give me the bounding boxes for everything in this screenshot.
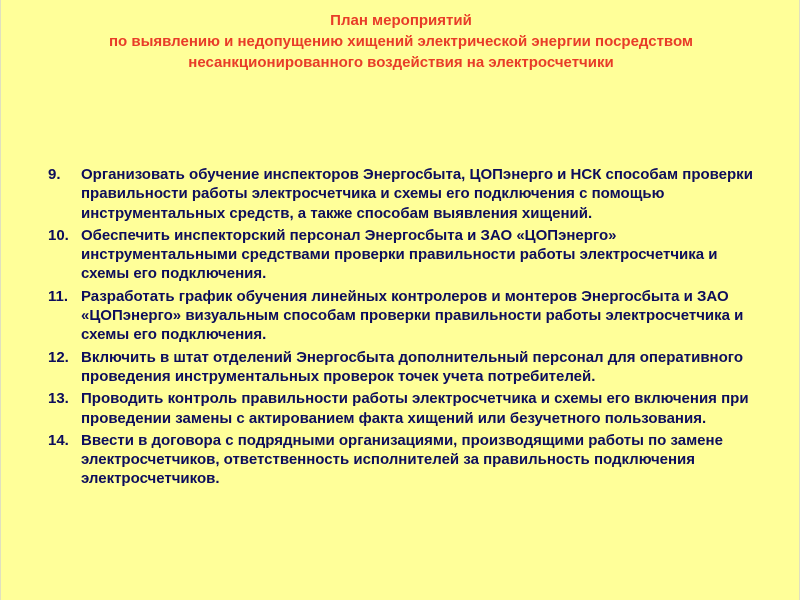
action-list xyxy=(48,165,758,492)
title-line-3: несанкционированного воздействия на электросчетчики xyxy=(188,54,614,71)
item-number: 10. xyxy=(48,226,69,244)
item-number: 9. xyxy=(48,166,61,183)
list-item xyxy=(48,226,758,284)
item-text: Организовать обучение инспекторов Энергосбыта, ЦОПэнерго и НСК способам проверки правильности работы электросчетчика и схемы его подключения с помощью инструментальных средств, а также способам выявления хищений. xyxy=(81,166,753,222)
item-number: 14. xyxy=(48,431,69,449)
list-item xyxy=(48,165,758,223)
item-text: Разработать график обучения линейных контролеров и монтеров Энергосбыта и ЗАО «ЦОПэнерго» визуальным способам проверки правильности работы электросчетчика и схемы его подключения. xyxy=(81,287,744,344)
list-item xyxy=(48,389,758,428)
list-item xyxy=(48,431,758,489)
title-line-2: по выявлению и недопущению хищений электрической энергии посредством xyxy=(108,33,694,50)
item-number: 11. xyxy=(48,287,69,305)
slide-title xyxy=(1,10,800,73)
item-number: 12. xyxy=(48,348,69,366)
item-number: 13. xyxy=(48,390,69,408)
item-text: Включить в штат отделений Энергосбыта дополнительный персонал для оперативного проведения инструментальных проверок точек учета потребителей. xyxy=(81,348,743,385)
list-item xyxy=(48,348,758,387)
item-text: Ввести в договора с подрядными организациями, производящими работы по замене электросчетчиков, ответственность исполнителей за правильность подключения электросчетчиков. xyxy=(81,431,723,488)
item-text: Проводить контроль правильности работы электросчетчика и схемы его включения при проведении замены с актированием факта хищений или безучетного пользования. xyxy=(81,390,749,427)
title-line-1: План мероприятий xyxy=(330,12,472,29)
list-item xyxy=(48,287,758,345)
item-text: Обеспечить инспекторский персонал Энергосбыта и ЗАО «ЦОПэнерго» инструментальными средствами проверки правильности работы электросчетчика и схемы его подключения. xyxy=(81,226,718,283)
